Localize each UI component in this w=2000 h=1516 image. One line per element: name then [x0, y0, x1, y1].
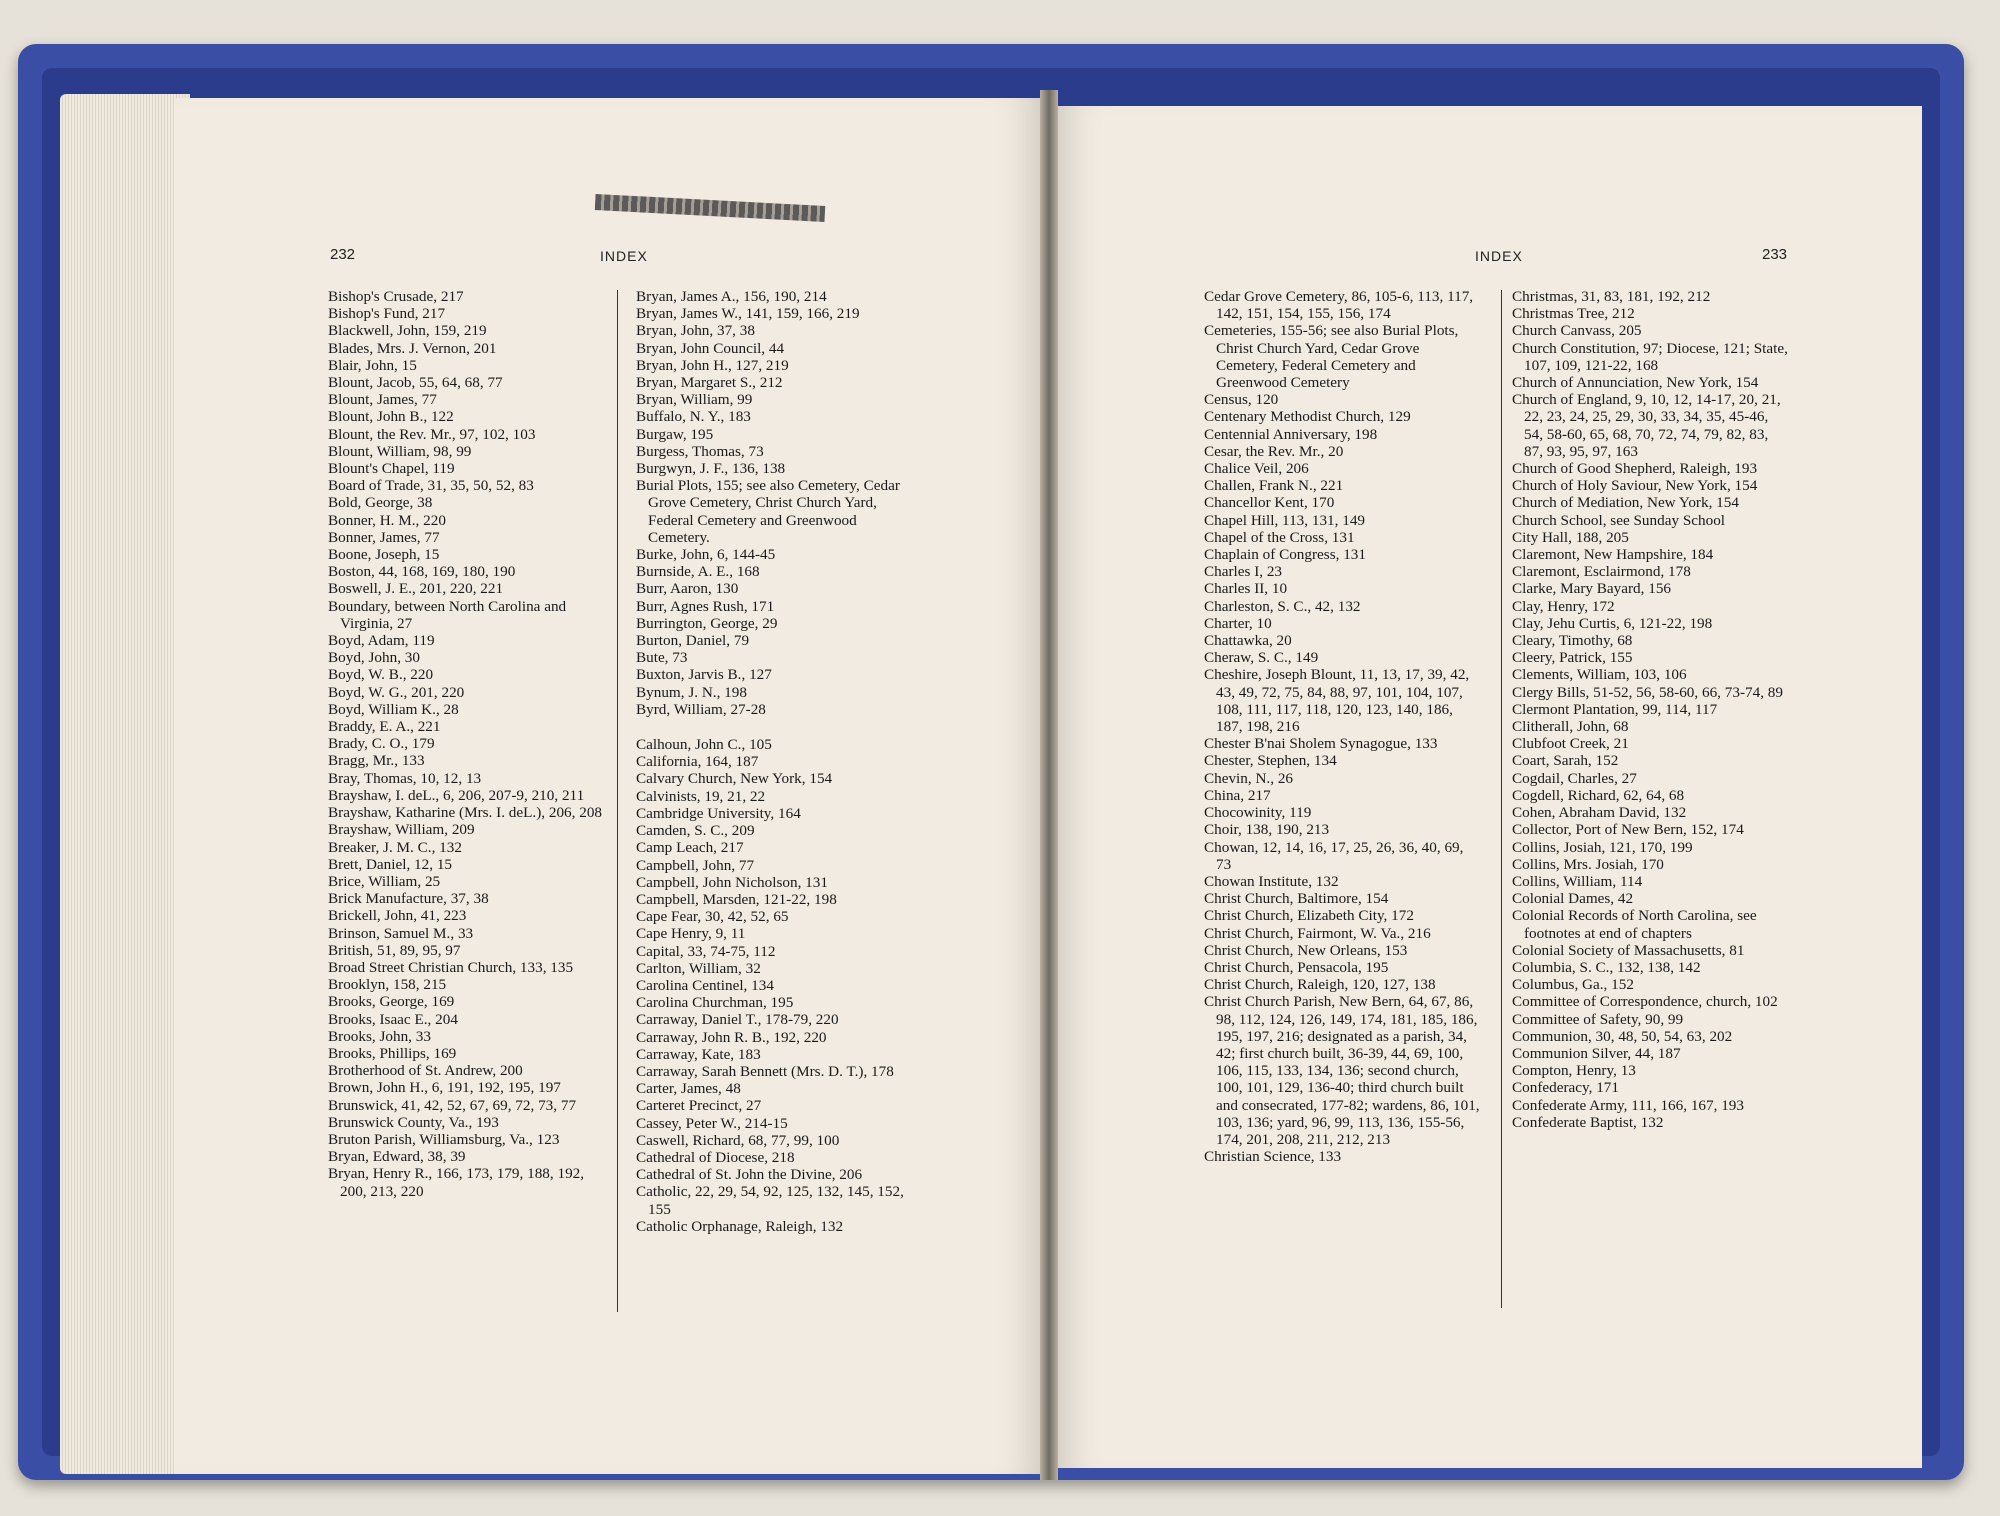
- index-entry: Clay, Henry, 172: [1512, 597, 1615, 615]
- index-entry: Cohen, Abraham David, 132: [1512, 804, 1687, 822]
- index-entry: Carraway, Daniel T., 178-79, 220: [636, 1011, 839, 1029]
- index-entry: Cleary, Timothy, 68: [1512, 632, 1633, 650]
- index-entry: Bynum, J. N., 198: [636, 683, 747, 701]
- index-entry: Burgwyn, J. F., 136, 138: [636, 460, 786, 478]
- index-entry: Christmas, 31, 83, 181, 192, 212: [1512, 288, 1711, 305]
- index-entry: Brady, C. O., 179: [328, 735, 435, 753]
- index-entry: Buxton, Jarvis B., 127: [636, 666, 772, 684]
- index-entry: Brooks, Isaac E., 204: [328, 1010, 458, 1028]
- index-entry: Chapel Hill, 113, 131, 149: [1204, 511, 1366, 529]
- index-entry: Blount, John B., 122: [328, 408, 454, 426]
- index-entry: Charter, 10: [1204, 614, 1272, 632]
- index-entry: Cassey, Peter W., 214-15: [636, 1114, 788, 1132]
- index-entry: Calvinists, 19, 21, 22: [636, 787, 766, 805]
- index-entry: Bryan, John H., 127, 219: [636, 356, 789, 374]
- index-entry: Chester B'nai Sholem Synagogue, 133: [1204, 735, 1438, 753]
- index-entry: Church School, see Sunday School: [1512, 511, 1726, 529]
- index-entry: Bryan, James A., 156, 190, 214: [636, 288, 827, 305]
- index-entry: Cathedral of St. John the Divine, 206: [636, 1166, 863, 1184]
- index-entry: Coart, Sarah, 152: [1512, 752, 1619, 770]
- index-entry: Chester, Stephen, 134: [1204, 752, 1337, 770]
- index-entry: Cheshire, Joseph Blount, 11, 13, 17, 39, 42, 43, 49, 72, 75, 84, 88, 97, 101, 104, 107, 108, 111, 117, 118, 120, 123, 140, 186, 187, 198, 216: [1204, 666, 1470, 736]
- index-entry: Brickell, John, 41, 223: [328, 907, 467, 925]
- index-entry: Boyd, William K., 28: [328, 700, 459, 718]
- index-entry: Claremont, New Hampshire, 184: [1512, 546, 1714, 564]
- index-entry: Compton, Henry, 13: [1512, 1062, 1636, 1080]
- index-entry: Broad Street Christian Church, 133, 135: [328, 958, 574, 976]
- index-entry: Burr, Agnes Rush, 171: [636, 597, 775, 615]
- page-block-edge: [60, 94, 190, 1474]
- index-entry: Clermont Plantation, 99, 114, 117: [1512, 700, 1718, 718]
- index-entry: Cheraw, S. C., 149: [1204, 649, 1319, 667]
- index-entry: Christ Church, Baltimore, 154: [1204, 890, 1389, 908]
- index-entry: Boyd, Adam, 119: [328, 632, 435, 650]
- index-entry: Christ Church, Raleigh, 120, 127, 138: [1204, 976, 1436, 994]
- index-entry: Bryan, James W., 141, 159, 166, 219: [636, 305, 860, 323]
- index-entry: Blackwell, John, 159, 219: [328, 322, 487, 340]
- index-entry: Centenary Methodist Church, 129: [1204, 408, 1411, 426]
- index-entry: Campbell, Marsden, 121-22, 198: [636, 890, 837, 908]
- right-page: [1052, 106, 1922, 1468]
- index-entry: Catholic, 22, 29, 54, 92, 125, 132, 145, 152, 155: [636, 1183, 904, 1218]
- index-entry: Board of Trade, 31, 35, 50, 52, 83: [328, 477, 534, 495]
- page-number-right: 233: [1762, 246, 1788, 263]
- index-entry: Boswell, J. E., 201, 220, 221: [328, 580, 504, 598]
- index-column-right-2: [1512, 288, 1790, 1131]
- index-entry: Cedar Grove Cemetery, 86, 105-6, 113, 117, 142, 151, 154, 155, 156, 174: [1204, 288, 1474, 323]
- index-entry: Charleston, S. C., 42, 132: [1204, 597, 1361, 615]
- index-entry: Bragg, Mr., 133: [328, 752, 425, 770]
- index-entry: Cathedral of Diocese, 218: [636, 1148, 795, 1166]
- index-entry: Calhoun, John C., 105: [636, 736, 772, 754]
- index-entry: Church of Holy Saviour, New York, 154: [1512, 477, 1758, 495]
- index-entry: Burgaw, 195: [636, 425, 714, 443]
- index-entry: Chocowinity, 119: [1204, 804, 1312, 822]
- index-entry: Christ Church, Elizabeth City, 172: [1204, 907, 1414, 925]
- index-entry: Confederate Baptist, 132: [1512, 1113, 1664, 1131]
- index-entry: Christmas Tree, 212: [1512, 305, 1635, 323]
- index-entry: Choir, 138, 190, 213: [1204, 821, 1330, 839]
- index-entry: Bonner, H. M., 220: [328, 511, 446, 529]
- index-entry: Communion Silver, 44, 187: [1512, 1044, 1681, 1062]
- index-entry: Breaker, J. M. C., 132: [328, 838, 462, 856]
- index-entry: Boyd, W. B., 220: [328, 666, 434, 684]
- running-header-left: INDEX: [600, 248, 648, 264]
- index-entry: Carteret Precinct, 27: [636, 1097, 762, 1115]
- index-entry: Blair, John, 15: [328, 356, 417, 374]
- index-entry: Chattawka, 20: [1204, 632, 1292, 650]
- index-entry: Cogdail, Charles, 27: [1512, 769, 1637, 787]
- index-entry: Carraway, John R. B., 192, 220: [636, 1028, 827, 1046]
- index-entry: Burton, Daniel, 79: [636, 632, 750, 650]
- index-entry: Caswell, Richard, 68, 77, 99, 100: [636, 1131, 840, 1149]
- index-entry: Boyd, John, 30: [328, 649, 420, 667]
- index-entry: Christ Church, New Orleans, 153: [1204, 941, 1408, 959]
- index-entry: Brayshaw, William, 209: [328, 821, 475, 839]
- index-entry: Bryan, Margaret S., 212: [636, 374, 783, 392]
- index-entry: Bute, 73: [636, 649, 688, 667]
- index-entry: Confederacy, 171: [1512, 1079, 1619, 1097]
- index-entry: Brinson, Samuel M., 33: [328, 924, 474, 942]
- index-entry: Church of Mediation, New York, 154: [1512, 494, 1739, 512]
- index-entry: City Hall, 188, 205: [1512, 528, 1629, 546]
- index-entry: Church of Annunciation, New York, 154: [1512, 374, 1759, 392]
- index-entry: Church Canvass, 205: [1512, 322, 1642, 340]
- index-entry: Camden, S. C., 209: [636, 822, 755, 840]
- index-entry: Calvary Church, New York, 154: [636, 770, 833, 788]
- column-rule-right: [1501, 290, 1502, 1308]
- index-entry: Bishop's Fund, 217: [328, 305, 446, 323]
- index-entry: Brett, Daniel, 12, 15: [328, 855, 453, 873]
- index-entry: Brunswick, 41, 42, 52, 67, 69, 72, 73, 77: [328, 1096, 577, 1114]
- index-entry: Catholic Orphanage, Raleigh, 132: [636, 1217, 844, 1235]
- index-entry: Blount, the Rev. Mr., 97, 102, 103: [328, 425, 536, 443]
- index-entry: Chowan, 12, 14, 16, 17, 25, 26, 36, 40, 69, 73: [1204, 838, 1464, 873]
- index-entry: Burial Plots, 155; see also Cemetery, Cedar Grove Cemetery, Christ Church Yard, Federal Cemetery and Greenwood Cemetery.: [636, 477, 900, 546]
- running-header-right: INDEX: [1475, 248, 1523, 264]
- index-entry: Clergy Bills, 51-52, 56, 58-60, 66, 73-74, 89: [1512, 683, 1783, 701]
- index-entry: Brick Manufacture, 37, 38: [328, 890, 489, 908]
- library-stamp: [595, 194, 826, 222]
- index-entry: Cleery, Patrick, 155: [1512, 649, 1633, 667]
- index-entry: Carlton, William, 32: [636, 959, 761, 977]
- index-entry: Chaplain of Congress, 131: [1204, 546, 1366, 564]
- index-entry: Cesar, the Rev. Mr., 20: [1204, 442, 1344, 460]
- index-entry: Brooklyn, 158, 215: [328, 976, 447, 994]
- index-entry: Byrd, William, 27-28: [636, 700, 766, 718]
- index-entry: Clements, William, 103, 106: [1512, 666, 1687, 684]
- index-entry: Cape Henry, 9, 11: [636, 925, 746, 943]
- index-entry: Challen, Frank N., 221: [1204, 477, 1344, 495]
- index-entry: Clitherall, John, 68: [1512, 718, 1629, 736]
- index-entry: Brotherhood of St. Andrew, 200: [328, 1062, 523, 1080]
- index-entry: Committee of Correspondence, church, 102: [1512, 993, 1778, 1011]
- index-entry: Brooks, Phillips, 169: [328, 1044, 457, 1062]
- index-entry: Chalice Veil, 206: [1204, 460, 1309, 478]
- index-entry: Charles I, 23: [1204, 563, 1283, 581]
- index-entry: Burgess, Thomas, 73: [636, 442, 764, 460]
- index-entry: Blount's Chapel, 119: [328, 460, 455, 478]
- index-entry: Communion, 30, 48, 50, 54, 63, 202: [1512, 1027, 1733, 1045]
- index-entry: Colonial Dames, 42: [1512, 890, 1634, 908]
- index-entry: Columbia, S. C., 132, 138, 142: [1512, 958, 1701, 976]
- index-entry: Chevin, N., 26: [1204, 769, 1294, 787]
- index-entry: Bryan, John Council, 44: [636, 339, 785, 357]
- index-entry: Blount, William, 98, 99: [328, 442, 472, 460]
- index-entry: Claremont, Esclairmond, 178: [1512, 563, 1691, 581]
- index-entry: Burke, John, 6, 144-45: [636, 546, 776, 564]
- book-gutter: [1040, 90, 1058, 1480]
- index-entry: Blount, Jacob, 55, 64, 68, 77: [328, 374, 503, 392]
- index-entry: Brice, William, 25: [328, 872, 441, 890]
- index-entry: Clubfoot Creek, 21: [1512, 735, 1629, 753]
- index-entry: Campbell, John, 77: [636, 856, 755, 874]
- index-entry: Bonner, James, 77: [328, 528, 440, 546]
- index-entry: Church of Good Shepherd, Raleigh, 193: [1512, 460, 1758, 478]
- index-entry: Boone, Joseph, 15: [328, 546, 440, 564]
- index-entry: Carolina Centinel, 134: [636, 976, 774, 994]
- index-entry: Blount, James, 77: [328, 391, 437, 409]
- index-entry: Committee of Safety, 90, 99: [1512, 1010, 1684, 1028]
- index-entry: Bryan, Edward, 38, 39: [328, 1148, 466, 1166]
- index-entry: Bryan, John, 37, 38: [636, 322, 755, 340]
- index-entry: Church Constitution, 97; Diocese, 121; State, 107, 109, 121-22, 168: [1512, 339, 1788, 374]
- index-entry: Burrington, George, 29: [636, 614, 778, 632]
- index-entry: Clarke, Mary Bayard, 156: [1512, 580, 1672, 598]
- index-entry: Boyd, W. G., 201, 220: [328, 683, 465, 701]
- index-entry: Columbus, Ga., 152: [1512, 976, 1634, 994]
- index-entry: Carter, James, 48: [636, 1080, 741, 1098]
- index-entry: Campbell, John Nicholson, 131: [636, 873, 828, 891]
- index-entry: Colonial Society of Massachusetts, 81: [1512, 941, 1745, 959]
- index-entry: Chapel of the Cross, 131: [1204, 528, 1355, 546]
- index-entry: Chancellor Kent, 170: [1204, 494, 1335, 512]
- index-entry: Christ Church, Fairmont, W. Va., 216: [1204, 924, 1431, 942]
- index-entry: Brooks, George, 169: [328, 993, 455, 1011]
- index-entry: Cemeteries, 155-56; see also Burial Plots, Christ Church Yard, Cedar Grove Cemetery, Federal Cemetery and Greenwood Cemetery: [1204, 322, 1459, 392]
- index-entry: Bruton Parish, Williamsburg, Va., 123: [328, 1130, 560, 1148]
- index-entry: Brooks, John, 33: [328, 1027, 431, 1045]
- index-entry: California, 164, 187: [636, 753, 759, 771]
- index-column-left-1: [328, 288, 606, 1200]
- index-entry: Confederate Army, 111, 166, 167, 193: [1512, 1096, 1744, 1114]
- index-entry: Carraway, Kate, 183: [636, 1045, 761, 1063]
- index-entry: Bishop's Crusade, 217: [328, 288, 464, 305]
- index-entry: Collins, Mrs. Josiah, 170: [1512, 855, 1664, 873]
- index-entry: Cogdell, Richard, 62, 64, 68: [1512, 786, 1685, 804]
- index-entry: Colonial Records of North Carolina, see footnotes at end of chapters: [1512, 907, 1757, 942]
- column-rule-left: [617, 290, 618, 1312]
- index-entry: Bold, George, 38: [328, 494, 433, 512]
- index-entry: Centennial Anniversary, 198: [1204, 425, 1378, 443]
- index-entry: Capital, 33, 74-75, 112: [636, 942, 776, 960]
- index-entry: Burnside, A. E., 168: [636, 563, 760, 581]
- index-entry: Collins, Josiah, 121, 170, 199: [1512, 838, 1693, 856]
- index-column-left-2: [636, 288, 914, 1235]
- index-entry: Braddy, E. A., 221: [328, 718, 441, 736]
- index-entry: Brayshaw, I. deL., 6, 206, 207-9, 210, 211: [328, 786, 585, 804]
- index-entry: Christ Church Parish, New Bern, 64, 67, 86, 98, 112, 124, 126, 149, 174, 181, 185, 186, 195, 197, 216; designated as a parish, 34, 42; first church built, 36-39, 44, 69, 100, 106, 115, 133, 134, 136; second church, 100, 101, 129, 136-40; third church built and consecrated, 177-82; wardens, 86, 101, 103, 136; yard, 96, 99, 113, 136, 155-56, 174, 201, 208, 211, 212, 213: [1204, 993, 1480, 1148]
- index-entry: Census, 120: [1204, 391, 1279, 409]
- index-entry: Bryan, Henry R., 166, 173, 179, 188, 192, 200, 213, 220: [328, 1165, 585, 1200]
- index-entry: Buffalo, N. Y., 183: [636, 408, 751, 426]
- page-number-left: 232: [330, 246, 356, 263]
- index-entry: Charles II, 10: [1204, 580, 1288, 598]
- index-entry: Brayshaw, Katharine (Mrs. I. deL.), 206, 208: [328, 804, 603, 822]
- index-entry: Brown, John H., 6, 191, 192, 195, 197: [328, 1079, 561, 1097]
- index-entry: Church of England, 9, 10, 12, 14-17, 20, 21, 22, 23, 24, 25, 29, 30, 33, 34, 35, 45-46, 54, 58-60, 65, 68, 70, 72, 74, 79, 82, 83, 87, 93, 95, 97, 163: [1512, 391, 1781, 460]
- index-entry: Collector, Port of New Bern, 152, 174: [1512, 821, 1744, 839]
- index-entry: Boston, 44, 168, 169, 180, 190: [328, 563, 516, 581]
- index-entry: Burr, Aaron, 130: [636, 580, 739, 598]
- index-entry: Cambridge University, 164: [636, 804, 801, 822]
- index-entry: Clay, Jehu Curtis, 6, 121-22, 198: [1512, 614, 1713, 632]
- index-entry: Chowan Institute, 132: [1204, 872, 1339, 890]
- index-entry: Bryan, William, 99: [636, 391, 753, 409]
- index-entry: Brunswick County, Va., 193: [328, 1113, 499, 1131]
- index-entry: Camp Leach, 217: [636, 839, 744, 857]
- index-entry: Boundary, between North Carolina and Virginia, 27: [328, 597, 567, 632]
- index-entry: Cape Fear, 30, 42, 52, 65: [636, 908, 789, 926]
- index-entry: Blades, Mrs. J. Vernon, 201: [328, 339, 497, 357]
- index-entry: British, 51, 89, 95, 97: [328, 941, 461, 959]
- index-entry: Christ Church, Pensacola, 195: [1204, 958, 1389, 976]
- index-entry: Bray, Thomas, 10, 12, 13: [328, 769, 482, 787]
- index-entry: Carolina Churchman, 195: [636, 994, 794, 1012]
- index-entry: Carraway, Sarah Bennett (Mrs. D. T.), 178: [636, 1062, 894, 1080]
- index-column-right-1: [1204, 288, 1482, 1165]
- index-entry: Christian Science, 133: [1204, 1148, 1342, 1166]
- index-entry: China, 217: [1204, 786, 1271, 804]
- left-page: [175, 98, 1045, 1474]
- index-entry: Collins, William, 114: [1512, 872, 1643, 890]
